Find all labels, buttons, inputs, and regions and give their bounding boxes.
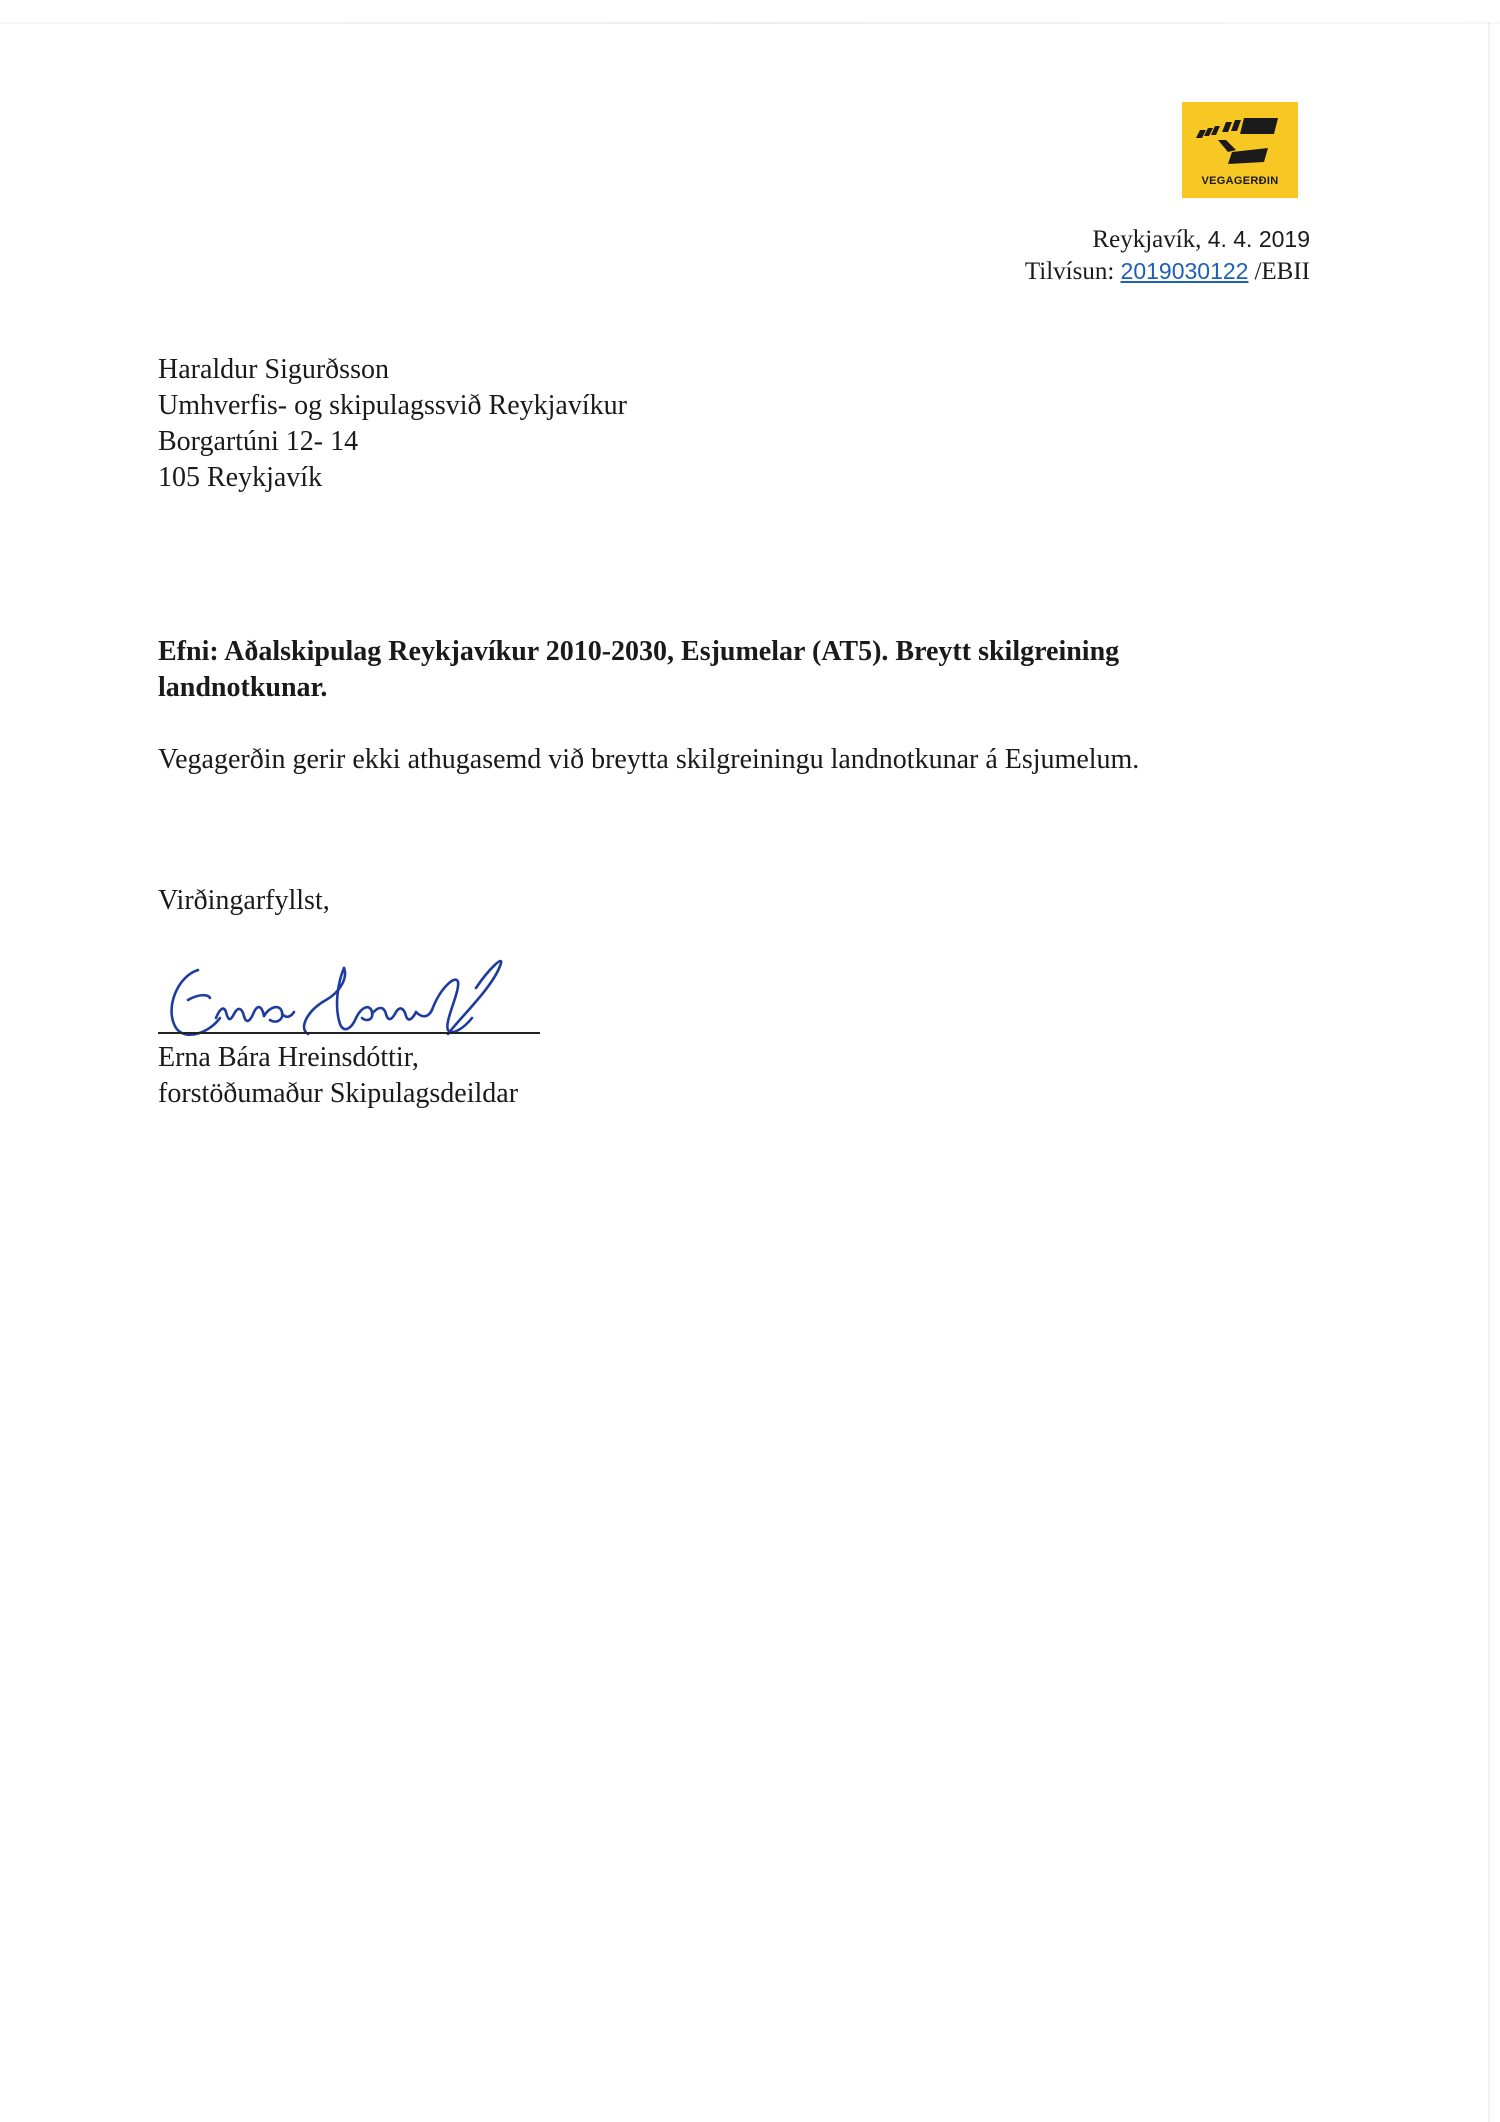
signer-name: Erna Bára Hreinsdóttir,: [158, 1042, 419, 1073]
subject-line: Efni: Aðalskipulag Reykjavíkur 2010-2030, Esjumelar (AT5). Breytt skilgreining landnotkunar.: [158, 636, 1120, 703]
recipient-address: [158, 352, 627, 496]
reference-label: Tilvísun:: [1024, 258, 1115, 285]
logo-text: VEGAGERÐIN: [1201, 175, 1279, 187]
city: Reykjavík,: [1092, 226, 1202, 253]
recipient-name: Haraldur Sigurðsson: [158, 354, 389, 385]
recipient-postal: 105 Reykjavík: [158, 462, 323, 493]
signer-block: [158, 1040, 518, 1112]
vegagerdin-logo: [1182, 102, 1298, 198]
date-line: [1092, 226, 1310, 254]
reference-line: [1025, 258, 1310, 286]
reference-suffix: /EBII: [1254, 258, 1310, 285]
road-emblem-icon: [1182, 102, 1298, 174]
page-top-edge: [0, 22, 1500, 24]
page-right-edge: [1488, 22, 1490, 2122]
handwritten-signature: [158, 948, 558, 1044]
date: 4. 4. 2019: [1207, 226, 1310, 252]
reference-number-link[interactable]: 2019030122: [1120, 258, 1249, 284]
signer-title: forstöðumaður Skipulagsdeildar: [158, 1078, 519, 1109]
recipient-department: Umhverfis- og skipulagssvið Reykjavíkur: [158, 390, 627, 421]
signature-line: [158, 1032, 540, 1034]
body-paragraph: Vegagerðin gerir ekki athugasemd við breytta skilgreiningu landnotkunar á Esjumelum.: [158, 744, 1140, 775]
closing: Virðingarfyllst,: [158, 885, 330, 916]
recipient-street: Borgartúni 12- 14: [158, 426, 359, 457]
